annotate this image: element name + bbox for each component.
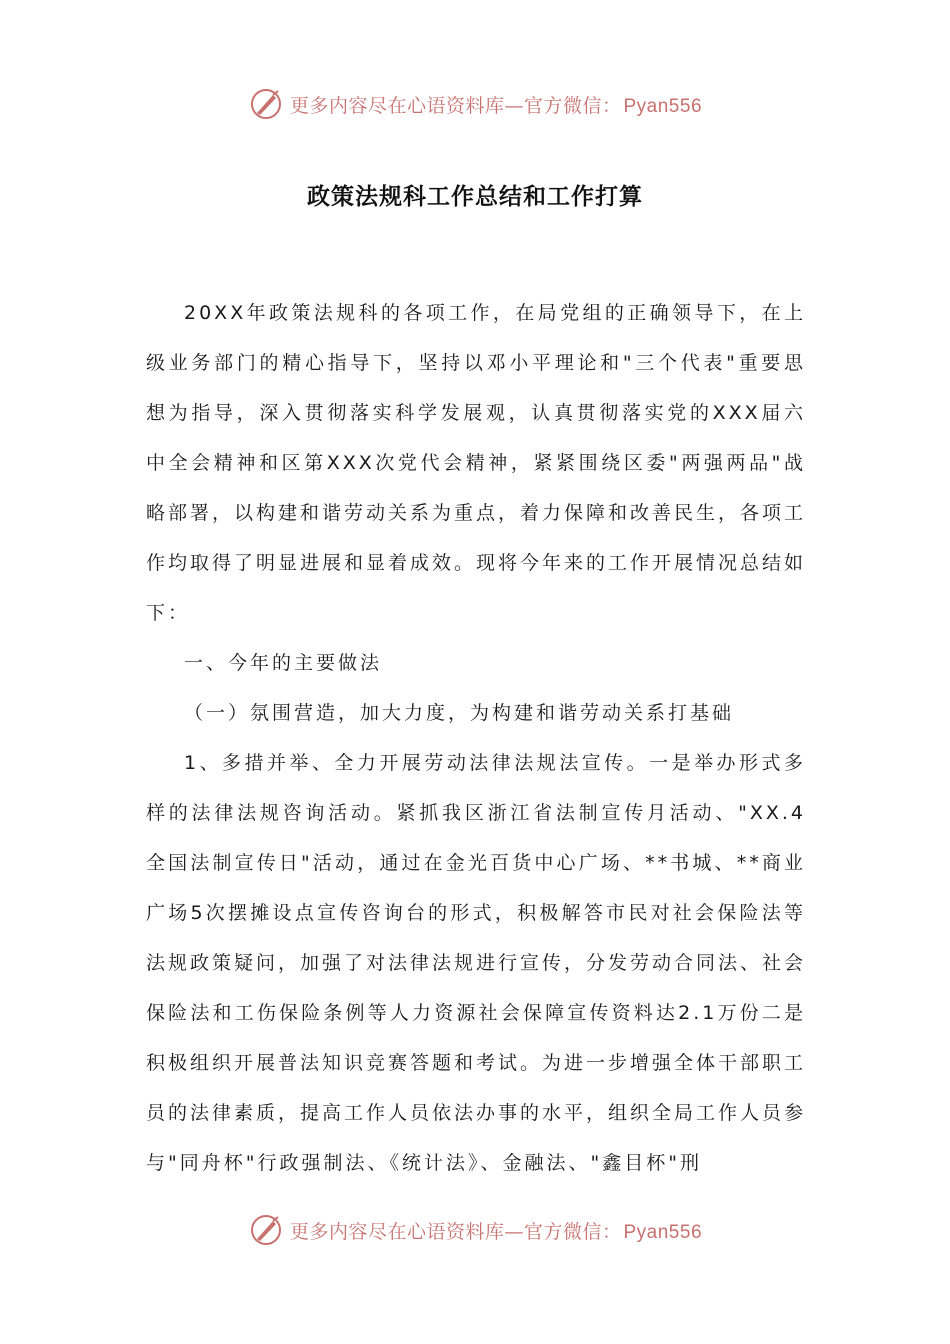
- paragraph-item-1: 1、多措并举、全力开展劳动法律法规法宣传。一是举办形式多样的法律法规咨询活动。紧抓我区浙江省法制宣传月活动、"XX.4全国法制宣传日"活动，通过在金光百货中心广场、**书城、**商业广场5次摆摊设点宣传咨询台的形式，积极解答市民对社会保险法等法规政策疑问，加强了对法律法规进行宣传，分发劳动合同法、社会保险法和工伤保险条例等人力资源社会保障宣传资料达2.1万份二是积极组织开展普法知识竞赛答题和考试。为进一步增强全体干部职工员的法律素质，提高工作人员依法办事的水平，组织全局工作人员参与"同舟杯"行政强制法、《统计法》、金融法、"鑫目杯"刑: [146, 752, 807, 1174]
- quill-logo-icon: [248, 1212, 284, 1248]
- document-title: 政策法规科工作总结和工作打算: [307, 183, 643, 210]
- heading-section-1: 一、今年的主要做法: [184, 652, 383, 674]
- watermark-text: 更多内容尽在心语资料库—官方微信： Pyan556: [289, 1220, 703, 1243]
- wechat-id: Pyan556: [623, 1221, 703, 1243]
- quill-logo-icon: [248, 86, 284, 122]
- watermark-banner-top: [0, 84, 950, 124]
- heading-subsection-1: （一）氛围营造，加大力度，为构建和谐劳动关系打基础: [184, 702, 735, 724]
- wechat-id: Pyan556: [623, 95, 703, 117]
- watermark-text: 更多内容尽在心语资料库—官方微信： Pyan556: [289, 94, 703, 117]
- watermark-banner-bottom: [0, 1210, 950, 1250]
- document-body: [146, 288, 806, 1188]
- paragraph-intro: 20XX年政策法规科的各项工作，在局党组的正确领导下，在上级业务部门的精心指导下，坚持以邓小平理论和"三个代表"重要思想为指导，深入贯彻落实科学发展观，认真贯彻落实党的XXX届六中全会精神和区第XXX次党代会精神，紧紧围绕区委"两强两品"战略部署，以构建和谐劳动关系为重点，着力保障和改善民生，各项工作均取得了明显进展和显着成效。现将今年来的工作开展情况总结如下：: [146, 302, 807, 624]
